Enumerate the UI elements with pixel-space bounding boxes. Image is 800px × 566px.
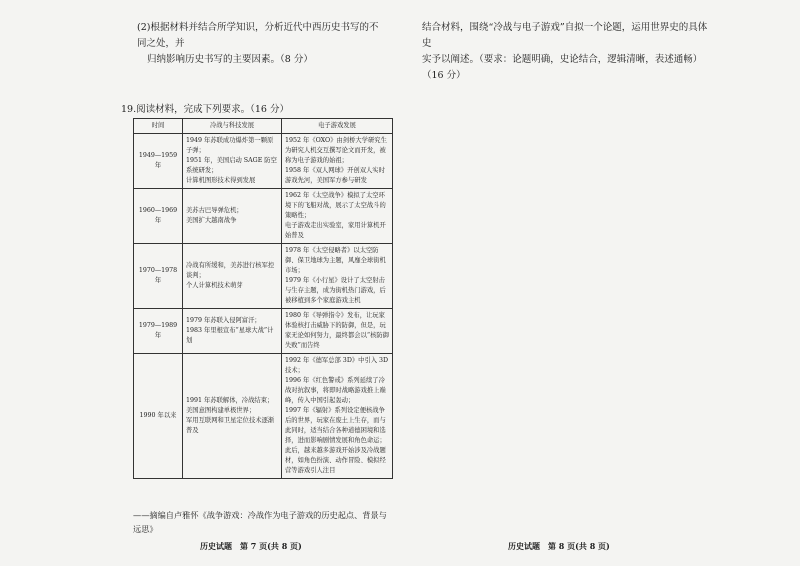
cell-line: 1951 年，美国启动 SAGE 防空系统研发； [186,157,277,174]
right-page [400,0,800,566]
material-table [133,118,393,479]
coldwar-cell [183,134,282,189]
column-header-coldwar: 冷战与科技发展 [183,119,282,134]
table-row [134,309,393,354]
cell-line: 1978 年《太空侵略者》以太空防御、保卫地球为主题，风靡全球街机市场； [285,247,386,274]
question-17-part-2 [137,20,387,68]
material-source: ——摘编自卢雅怀《战争游戏：冷战作为电子游戏的历史起点、背景与远思》 [133,510,387,534]
column-header-games: 电子游戏发展 [282,119,393,134]
period-cell: 1949—1959 年 [134,134,183,189]
game-cell [282,244,393,309]
coldwar-cell [183,244,282,309]
question-line: 结合材料，围绕“冷战与电子游戏”自拟一个论题，运用世界史的具体史 [422,22,708,49]
game-cell [282,354,393,479]
game-cell [282,134,393,189]
cell-line: 1996 年《红色警戒》系列延续了冷战对抗叙事，将即时战略游戏推上巅峰，传入中国引起轰动； [285,377,386,404]
cell-line: 美国意图构建单极世界； [186,407,256,414]
cell-line: 计算机图形技术得到发展 [186,177,256,184]
table-row [134,189,393,244]
coldwar-cell [183,189,282,244]
cell-line: 军用互联网和卫星定位技术逐渐普及 [186,417,275,434]
period-cell: 1990 年以来 [134,354,183,479]
cell-line: 1979 年苏联入侵阿富汗； [186,317,261,324]
cell-line: 此后，越来越多游戏开始涉及冷战题材，如角色扮演、动作冒险、模拟经营等游戏引人注目 [285,447,386,474]
cell-line: 1949 年苏联成功爆炸第一颗原子弹； [186,137,274,154]
cell-line: 1992 年《德军总部 3D》中引入 3D 技术； [285,357,389,374]
period-cell: 1979—1989 年 [134,309,183,354]
cell-line: 1991 年苏联解体，冷战结束； [186,397,274,404]
coldwar-cell [183,309,282,354]
cell-line: 1997 年《辐射》系列设定便核战争后的世界，玩家在废土上生存，而与此同时，适当结合各种道德困境和选择，进而影响剧情发展和角色命运； [285,407,386,444]
period-cell: 1970—1978 年 [134,244,183,309]
cell-line: 个人计算机技术萌芽 [186,282,243,289]
table-row [134,244,393,309]
cell-line: 1983 年里根宣布“星球大战”计划 [186,327,274,344]
period-cell: 1960—1969 年 [134,189,183,244]
cell-line: 1952 年《OXO》由剑桥大学研究生为研究人机交互撰写论文而开发，被称为电子游戏的始祖； [285,137,387,164]
table-row [134,354,393,479]
question-18-part [422,20,712,84]
question-line: 归纳影响历史书写的主要因素。（8 分） [147,54,313,65]
table-row [134,134,393,189]
page-footer: 历史试题 第 8 页(共 8 页) [508,541,610,551]
cell-line: 1958 年《双人网球》开创双人实时游戏先河，美国军方参与研发 [285,167,385,184]
cell-line: 1980 年《导弹指令》发布，让玩家体验核打击威胁下的防御，但是，玩家无论如何努力，最终都会以“核防御失败”而告终 [285,312,389,349]
cell-line: 冷战有所缓和，美苏进行核军控谈判； [186,262,275,279]
coldwar-cell [183,354,282,479]
game-cell [282,189,393,244]
cell-line: 1979 年《小行星》设计了太空射击与生存主题，成为街机热门游戏，后被移植到多个家庭游戏主机 [285,277,386,304]
column-header-time: 时间 [134,119,183,134]
question-line: (2)根据材料并结合所学知识，分析近代中西历史书写的不同之处，并 [137,22,379,49]
cell-line: 电子游戏走出实验室，家用计算机开始普及 [285,222,386,239]
table-header-row [134,119,393,134]
question-line: （16 分） [422,70,466,81]
game-cell [282,309,393,354]
question-line: 实予以阐述。（要求：论题明确，史论结合，逻辑清晰，表述通畅） [422,54,703,65]
cell-line: 美国扩大越南战争 [186,217,237,224]
question-19-title: 19.阅读材料，完成下列要求。（16 分） [121,104,289,115]
page-footer: 历史试题 第 7 页(共 8 页) [200,541,302,551]
cell-line: 美苏古巴导弹危机； [186,207,243,214]
cell-line: 1962 年《太空战争》模拟了太空环境下的飞船对战，展示了太空战斗的策略性； [285,192,386,219]
